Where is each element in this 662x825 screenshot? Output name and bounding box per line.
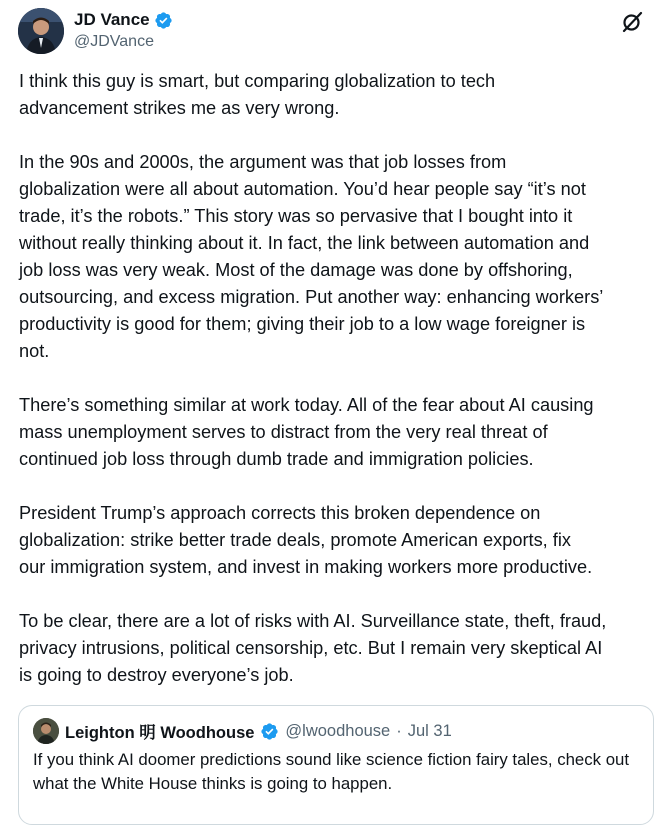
tweet-paragraph: To be clear, there are a lot of risks with AI. Surveillance state, theft, fraud, privacy intrusions, political censorship, etc. But I remain very skeptical AI is going to destroy everyone’s job. <box>19 611 607 685</box>
quoted-author-avatar[interactable] <box>33 718 59 744</box>
author-name-text[interactable]: JD Vance <box>74 10 150 29</box>
quoted-tweet-text: If you think AI doomer predictions sound like science fiction fairy tales, check out what the White House thinks is going to happen. <box>33 750 630 793</box>
separator-dot: · <box>396 721 402 740</box>
author-name[interactable] <box>74 10 173 30</box>
quoted-tweet-header <box>33 718 452 744</box>
tweet-body <box>19 68 659 716</box>
quoted-tweet-card[interactable] <box>18 705 654 825</box>
tweet-paragraph: I think this guy is smart, but comparing globalization to tech advancement strikes me as very wrong. <box>19 71 496 118</box>
author-handle[interactable]: @JDVance <box>74 33 154 50</box>
tweet-paragraph: In the 90s and 2000s, the argument was that job losses from globalization were all about automation. You’d hear people say “it’s not trade, it’s the robots.” This story was so pervasive that I bought into it without really thinking about it. In fact, the link between automation and job loss was very weak. Most of the damage was done by offshoring, outsourcing, and excess migration. Put another way: enhancing workers’ productivity is good for them; giving their job to a low wage foreigner is not. <box>19 152 604 361</box>
grok-icon[interactable] <box>620 10 644 34</box>
quoted-author-name[interactable]: Leighton 明 Woodhouse <box>65 724 255 742</box>
verified-badge-icon <box>260 722 279 741</box>
tweet-paragraph: President Trump’s approach corrects this broken dependence on globalization: strike better trade deals, promote American exports, fix our immigration system, and invest in making workers more productive. <box>19 503 593 577</box>
tweet-paragraph: There’s something similar at work today. All of the fear about AI causing mass unemployment serves to distract from the very real threat of continued job loss through dumb trade and immigration policies. <box>19 395 594 469</box>
verified-badge-icon <box>154 11 173 30</box>
author-avatar[interactable] <box>18 8 64 54</box>
quoted-author-handle[interactable]: @lwoodhouse <box>285 721 391 740</box>
quoted-tweet-date[interactable]: Jul 31 <box>407 721 452 740</box>
tweet-header <box>18 8 644 58</box>
